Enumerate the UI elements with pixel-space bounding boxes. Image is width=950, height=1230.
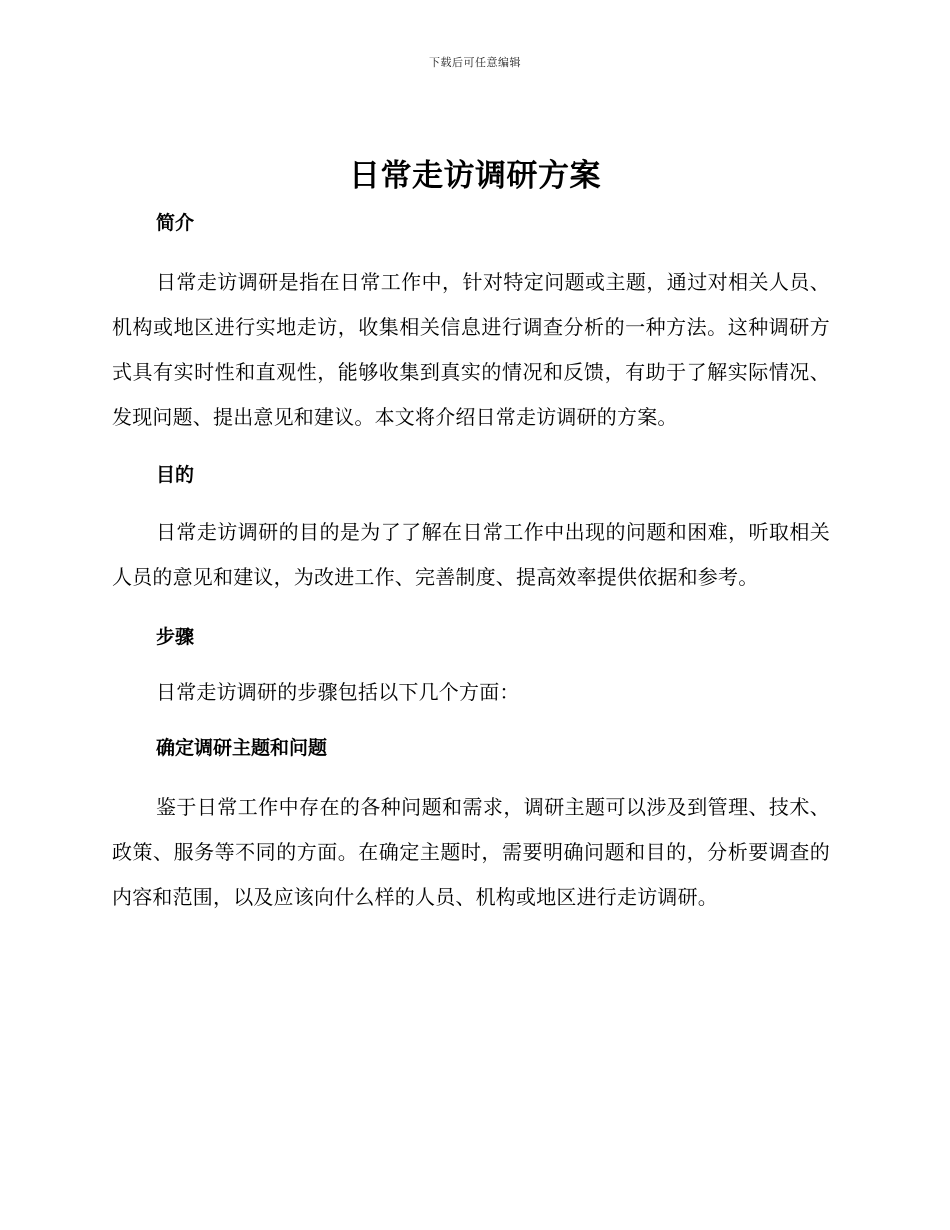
section-paragraph-steps: 日常走访调研的步骤包括以下几个方面： bbox=[156, 680, 520, 704]
section-heading-intro: 简介 bbox=[156, 212, 195, 234]
document-body bbox=[112, 196, 830, 920]
section-heading-purpose: 目的 bbox=[156, 464, 195, 486]
page-header-note: 下载后可任意编辑 bbox=[429, 56, 521, 69]
section-paragraph-topic: 鉴于日常工作中存在的各种问题和需求，调研主题可以涉及到管理、技术、政策、服务等不同的方面。在确定主题时，需要明确问题和目的，分析要调查的内容和范围，以及应该向什么样的人员、机构或地区进行走访调研。 bbox=[112, 795, 830, 909]
section-heading-topic: 确定调研主题和问题 bbox=[156, 737, 328, 759]
section-paragraph-purpose: 日常走访调研的目的是为了了解在日常工作中出现的问题和困难，听取相关人员的意见和建议，为改进工作、完善制度、提高效率提供依据和参考。 bbox=[112, 520, 830, 589]
section-heading-steps: 步骤 bbox=[156, 626, 195, 648]
document-title: 日常走访调研方案 bbox=[349, 158, 601, 194]
section-paragraph-intro: 日常走访调研是指在日常工作中，针对特定问题或主题，通过对相关人员、机构或地区进行实地走访，收集相关信息进行调查分析的一种方法。这种调研方式具有实时性和直观性，能够收集到真实的情况和反馈，有助于了解实际情况、发现问题、提出意见和建议。本文将介绍日常走访调研的方案。 bbox=[112, 270, 830, 429]
